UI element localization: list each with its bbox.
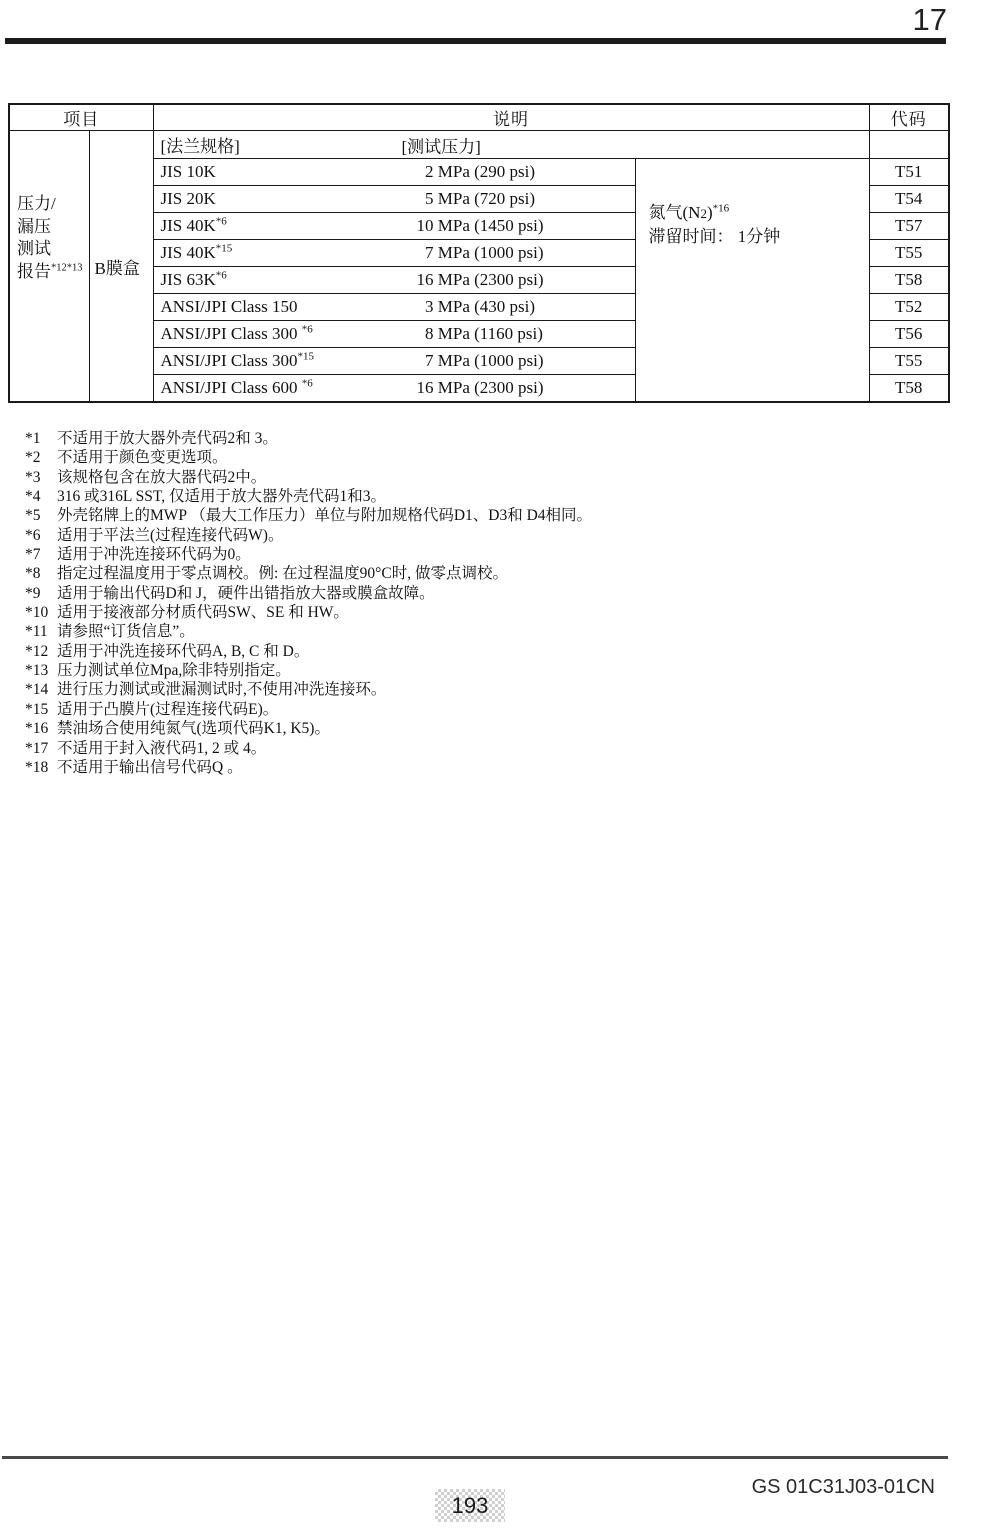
footnote-text: 不适用于放大器外壳代码2和 3。 [57,430,278,447]
flange-spec: JIS 20K [160,189,216,208]
footnote-text: 适用于接液部分材质代码SW、SE 和 HW。 [57,604,349,622]
footnote-marker: *17 [25,739,49,757]
document-code: GS 01C31J03-01CN [751,1476,935,1498]
footnote-item [25,487,592,506]
flange-spec: ANSI/JPI Class 150 [160,297,298,316]
table-subheader-row [9,131,949,159]
footnote-text: 压力测试单位Mpa,除非特别指定。 [57,662,291,680]
flange-pressure-cell [153,267,635,294]
flange-spec: JIS $40K^{*15}$ [160,242,233,262]
footnote-item [25,642,592,661]
footnote-marker: *12 [25,642,49,660]
footnote-item [25,719,592,738]
footnote-marker: *8 [25,565,41,583]
flange-pressure-cell [153,294,635,321]
footnote-item [25,564,592,583]
item-line: 漏压 [17,216,51,236]
test-pressure: 16 MPa (2300 psi) [416,270,544,289]
option-code: T54 [869,186,949,213]
footnote-ref: *6 [301,323,313,336]
row-group-label [9,131,89,403]
footnote-item [25,468,592,487]
flange-spec: ANSI/JPI Class 300$^{*15}$ [160,350,314,370]
footnote-marker: *18 [25,758,49,776]
footnote-marker: *6 [25,526,41,544]
table-header-row [9,104,949,131]
footnote-text: 该规格包含在放大器代码2中。 [57,468,267,486]
flange-pressure-cell [153,240,635,267]
item-line: 报告$^{*12*13}$ [17,261,83,281]
flange-spec: JIS $63K^{*6}$ [160,269,227,289]
test-pressure: 2 MPa (290 psi) [425,162,536,181]
footnote-text: 进行压力测试或泄漏测试时,不使用冲洗连接环。 [57,681,387,699]
spec-table-wrap [8,103,950,403]
footnote-ref: *6 [215,215,227,228]
footnote-text: 适用于凸膜片(过程连接代码E)。 [57,700,279,718]
capsule-label: B膜盒 [89,131,153,403]
footnote-text: 指定过程温度用于零点调校。例: 在过程温度90°C时, 做零点调校。 [57,565,508,583]
option-code: T58 [869,375,949,403]
flange-spec: JIS 10K [160,162,216,181]
footnote-text: 适用于平法兰(过程连接代码W)。 [57,526,284,544]
option-code: T57 [869,213,949,240]
footnote-marker: *1 [25,430,41,447]
subheader-flange: [法兰规格] [160,137,240,156]
col-header-item: 项目 [9,104,153,131]
footnote-marker: *13 [25,662,49,680]
footnote-marker: *7 [25,546,41,564]
footnote-item [25,506,592,525]
footnote-item [25,622,592,641]
spec-table [8,103,950,403]
footnote-item [25,758,592,777]
item-line: 测试 [17,239,51,258]
flange-pressure-cell [153,213,635,240]
footnote-marker: *11 [25,623,48,641]
subheader-pressure: [测试压力] [401,137,481,156]
footnote-item [25,429,592,448]
footnote-item [25,661,592,680]
flange-spec: JIS $40K^{*6}$ [160,215,227,235]
footnote-text: 316 或316L SST, 仅适用于放大器外壳代码1和3。 [57,488,386,506]
nitrogen-line2: 滞留时间： 1分钟 [648,227,781,246]
flange-pressure-cell [153,186,635,213]
test-pressure: 16 MPa (2300 psi) [416,378,544,397]
footnote-item [25,680,592,699]
footnote-ref: *12*13 [51,261,83,273]
footnote-marker: *2 [25,449,41,467]
footnote-text: 禁油场合使用纯氮气(选项代码K1, K5)。 [57,720,330,738]
footnote-text: 外壳铭牌上的MWP （最大工作压力）单位与附加规格代码D1、D3和 D4相同。 [57,507,593,525]
footnote-item [25,584,592,603]
test-pressure: 3 MPa (430 psi) [425,297,536,316]
footnote-marker: *15 [25,700,49,718]
nitrogen-note-cell [635,159,869,403]
footnote-ref: *16 [712,202,730,215]
footnote-ref: *6 [301,377,313,390]
option-code: T55 [869,348,949,375]
footnote-marker: *16 [25,720,49,738]
page-number-top: 17 [912,2,947,37]
footnote-marker: *4 [25,488,41,506]
footnote-text: 请参照“订货信息”。 [57,623,195,641]
footnote-item [25,526,592,545]
test-pressure: 7 MPa (1000 psi) [425,351,544,370]
footnote-marker: *9 [25,584,41,602]
footnote-item [25,700,592,719]
option-code: T55 [869,240,949,267]
test-pressure: 7 MPa (1000 psi) [425,243,544,262]
empty-code-cell [869,131,949,159]
footnote-item [25,448,592,467]
footnote-ref: *6 [215,269,227,282]
footnote-text: 适用于冲洗连接环代码A, B, C 和 D。 [57,642,310,660]
col-header-description: 说明 [153,104,869,131]
flange-pressure-cell [153,375,635,403]
flange-spec: ANSI/JPI Class 600 $^{*6}$ [160,377,313,397]
item-line: 压力/ [17,194,56,213]
test-pressure: 8 MPa (1160 psi) [425,324,543,343]
option-code: T51 [869,159,949,186]
top-rule [5,38,946,44]
bottom-rule [2,1456,948,1459]
option-code: T52 [869,294,949,321]
footnote-text: 不适用于输出信号代码Q 。 [57,758,243,776]
footnote-marker: *5 [25,507,41,525]
footnote-item [25,739,592,758]
test-pressure: 5 MPa (720 psi) [425,189,536,208]
flange-pressure-cell [153,321,635,348]
footnotes-list [25,429,592,777]
footnote-text: 不适用于颜色变更选项。 [57,449,228,467]
footnote-item [25,603,592,622]
test-pressure: 10 MPa (1450 psi) [416,216,544,235]
option-code: T56 [869,321,949,348]
nitrogen-line1: 氮气$(N2)^{*16}$ [648,202,730,222]
footnote-text: 适用于冲洗连接环代码为0。 [57,546,251,564]
page-number-bottom: 193 [435,1489,505,1522]
col-header-code: 代码 [869,104,949,131]
footnote-ref: *15 [297,350,314,363]
option-code: T58 [869,267,949,294]
flange-pressure-cell [153,159,635,186]
footnote-text: 适用于输出代码D和 J，硬件出错指放大器或膜盒故障。 [57,584,435,602]
footnote-text: 不适用于封入液代码1, 2 或 4。 [57,739,267,757]
subheader-cell [153,131,869,159]
flange-spec: ANSI/JPI Class 300 $^{*6}$ [160,323,313,343]
flange-pressure-cell [153,348,635,375]
footnote-marker: *10 [25,604,49,622]
footnote-item [25,545,592,564]
footnote-marker: *14 [25,681,49,699]
footnote-ref: *15 [215,242,233,255]
footnote-marker: *3 [25,468,41,486]
